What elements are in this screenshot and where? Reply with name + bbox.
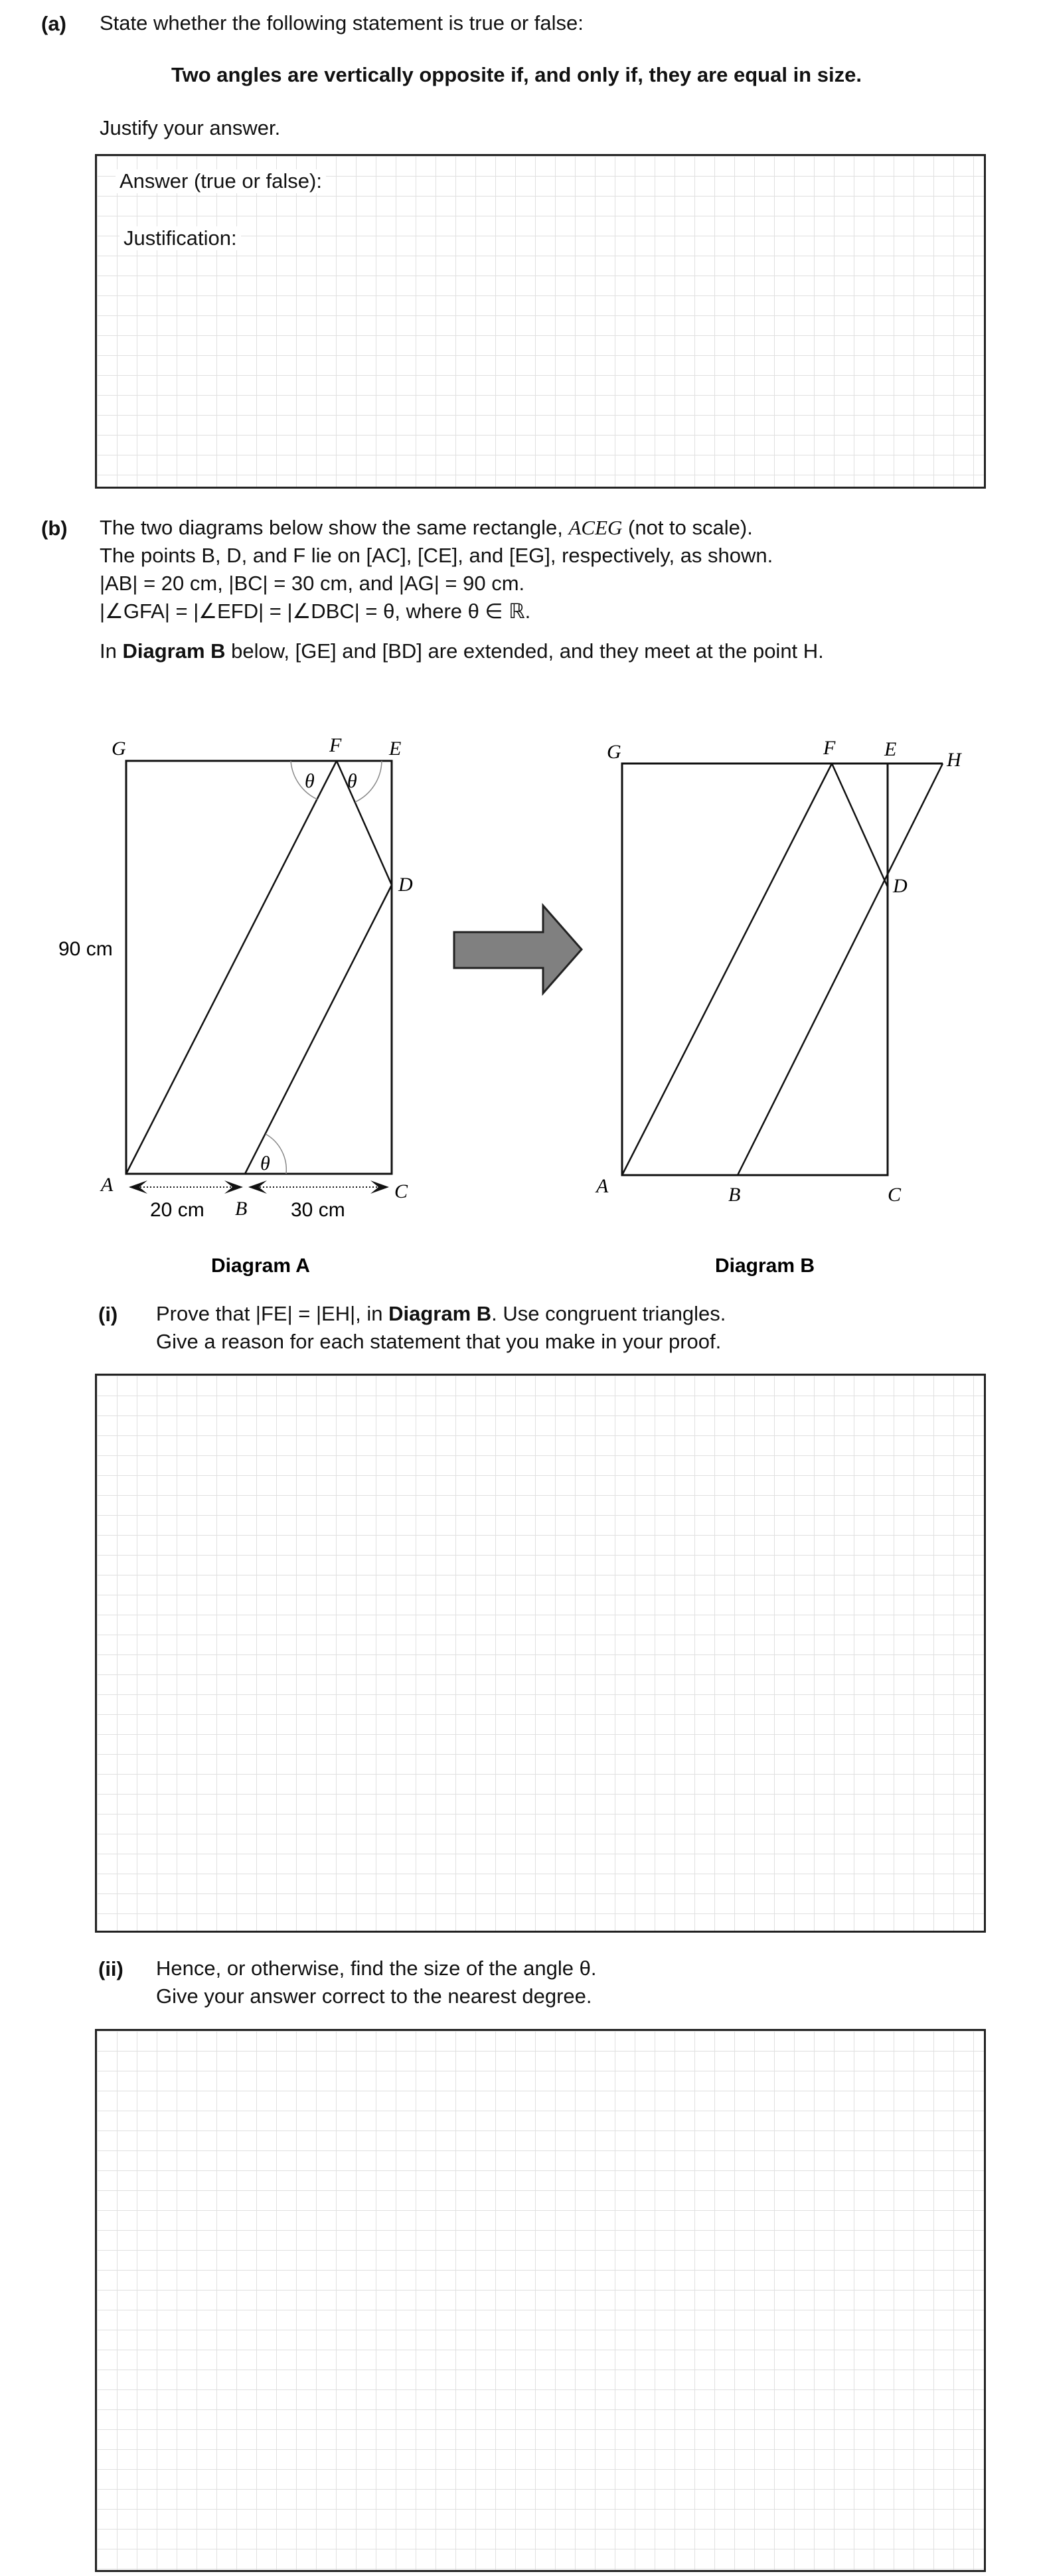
part-b-i-label: (i) <box>98 1303 118 1326</box>
ab-length-label: 20 cm <box>150 1199 204 1221</box>
part-a-label: (a) <box>41 12 66 35</box>
part-b-ii-label: (ii) <box>98 1957 123 1980</box>
line-af-a <box>126 761 337 1174</box>
part-b-line1 <box>100 514 753 542</box>
part-b-i-line2: Give a reason for each statement that you make in your proof. <box>156 1330 722 1353</box>
part-b-line5-pre: In <box>100 639 123 663</box>
answer-label: Answer (true or false): <box>116 169 326 193</box>
transition-arrow-icon <box>454 906 582 993</box>
label-g-b: G <box>607 741 621 763</box>
diagrams-figure <box>0 717 1037 1288</box>
label-b-b: B <box>728 1184 741 1206</box>
label-e-b: E <box>884 738 897 760</box>
part-b-i-line1-pre: Prove that |FE| = |EH|, in <box>156 1302 389 1325</box>
part-a-justify: Justify your answer. <box>100 116 281 139</box>
part-b-i-line1 <box>156 1300 726 1328</box>
label-d-a: D <box>398 874 413 896</box>
label-f-b: F <box>823 737 836 759</box>
label-g-a: G <box>112 738 126 760</box>
diagram-b-title: Diagram B <box>715 1255 815 1277</box>
theta-dbc: θ <box>260 1153 270 1174</box>
part-b-ii-line1: Hence, or otherwise, find the size of the angle θ. <box>156 1957 597 1980</box>
theta-gfa: θ <box>305 770 315 792</box>
label-a-b: A <box>596 1175 609 1197</box>
label-h-b: H <box>947 749 961 771</box>
part-b-line4: |∠GFA| = |∠EFD| = |∠DBC| = θ, where θ ∈ ℝ. <box>100 600 531 623</box>
line-af-b <box>622 764 832 1175</box>
line-hb-b <box>738 764 943 1175</box>
label-b-a: B <box>235 1198 248 1220</box>
diagram-a-title: Diagram A <box>211 1255 310 1277</box>
part-b-line1-pre: The two diagrams below show the same rectangle, <box>100 516 569 539</box>
label-c-b: C <box>888 1184 902 1206</box>
part-b-line2: The points B, D, and F lie on [AC], [CE], and [EG], respectively, as shown. <box>100 544 773 567</box>
line-fd-b <box>832 764 888 887</box>
part-b-ii-answer-box[interactable] <box>95 2029 986 2572</box>
part-a-statement: Two angles are vertically opposite if, and only if, they are equal in size. <box>171 63 862 86</box>
rectangle-aceg-b <box>622 764 888 1175</box>
diagram-b <box>595 737 963 1277</box>
part-b-ii-line2: Give your answer correct to the nearest degree. <box>156 1984 592 2008</box>
bc-length-label: 30 cm <box>291 1199 345 1221</box>
part-b-i-line1-post: . Use congruent triangles. <box>491 1302 726 1325</box>
label-a-a: A <box>101 1174 114 1196</box>
part-a-instruction: State whether the following statement is true or false: <box>100 11 584 35</box>
part-a-answer-box[interactable] <box>95 154 986 489</box>
part-b-line1-math: ACEG <box>568 516 623 539</box>
part-b-line3: |AB| = 20 cm, |BC| = 30 cm, and |AG| = 90 cm. <box>100 572 525 595</box>
part-b-i-line1-bold: Diagram B <box>388 1302 492 1325</box>
justification-label: Justification: <box>120 226 241 250</box>
angle-arc-efd <box>355 761 382 802</box>
rectangle-aceg-a <box>126 761 392 1174</box>
line-fd-a <box>337 761 392 885</box>
label-e-a: E <box>389 738 402 760</box>
part-b-line5 <box>100 637 824 665</box>
side-label-90cm: 90 cm <box>58 938 113 960</box>
part-b-i-answer-box[interactable] <box>95 1374 986 1933</box>
label-d-b: D <box>893 875 908 897</box>
part-b-line5-bold: Diagram B <box>122 639 226 663</box>
part-b-line5-post: below, [GE] and [BD] are extended, and they meet at the point H. <box>225 639 824 663</box>
label-c-a: C <box>394 1180 408 1202</box>
part-b-line1-post: (not to scale). <box>622 516 753 539</box>
theta-efd: θ <box>347 770 357 792</box>
diagram-a <box>58 734 413 1277</box>
label-f-a: F <box>329 734 342 756</box>
line-db-a <box>245 885 392 1174</box>
part-b-label: (b) <box>41 517 68 540</box>
